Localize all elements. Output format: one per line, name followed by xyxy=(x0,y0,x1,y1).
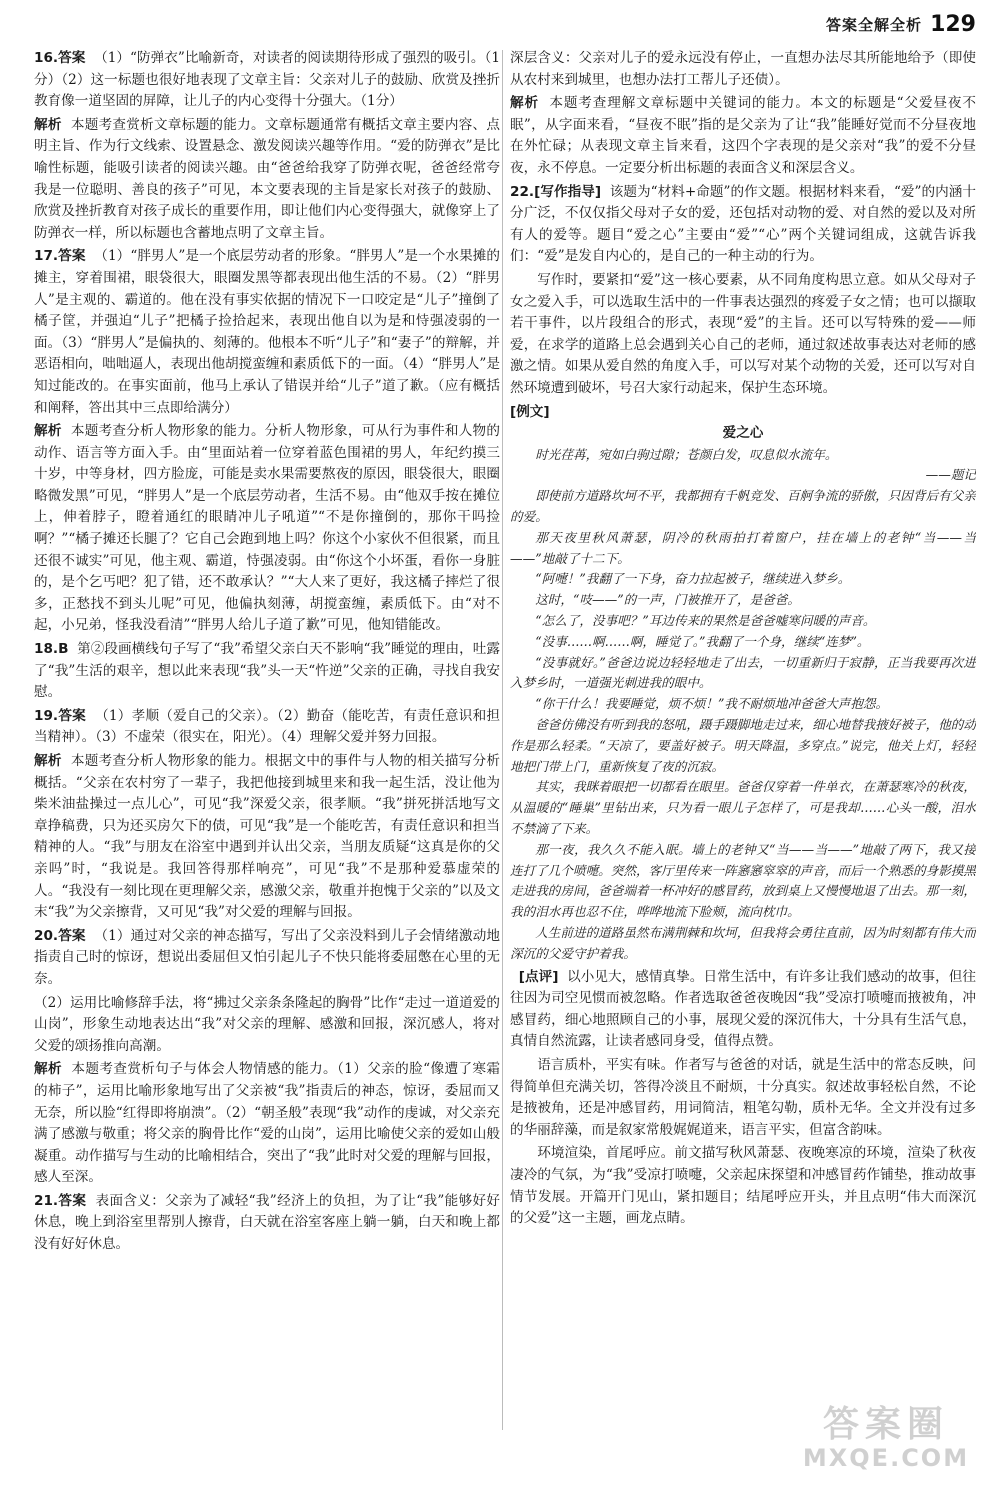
block-tag: 答案 xyxy=(58,1192,87,1209)
right-block-3 xyxy=(510,270,976,400)
essay-epigraph: 时光荏苒，宛如白驹过隙；苍颜白发，叹息似水流年。 xyxy=(535,446,838,462)
review-text: 以小见大，感情真挚。日常生活中，有许多让我们感动的故事，但往往因为司空见惯而被忽略。作者选取爸爸夜晚因“我”受凉打喷嚏而掖被角，冲感冒药，细心地照顾自己的小事，展现父爱的深沉伟大，十分具有生活气息，真情自然流露，让读者感同身受，值得点赞。 xyxy=(510,968,976,1050)
example-essay xyxy=(510,402,976,965)
question-number: 17. xyxy=(34,248,59,265)
left-column xyxy=(34,48,500,1438)
block-text: 第②段画横线句子写了“我”希望父亲白天不影响“我”睡觉的理由，吐露了“我”生活的艰辛，想以此来表现“我”头一天“忤逆”父亲的正确，寻找自我安慰。 xyxy=(34,641,500,701)
block-tag: 答案 xyxy=(58,248,86,265)
block-tag: [写作指导] xyxy=(534,183,602,200)
block-tag: B xyxy=(58,641,69,658)
essay-paragraph: “没事就好。”爸爸边说边轻轻地走了出去，一切重新归于寂静，正当我要再次进入梦乡时，一道强光刺进我的眼中。 xyxy=(510,654,976,691)
essay-paragraph: 人生前进的道路虽然布满荆棘和坎坷，但我将会勇往直前，因为时刻都有伟大而深沉的父爱守护着我。 xyxy=(510,925,976,961)
review-block-1 xyxy=(510,1055,976,1141)
essay-paragraph: 爸爸仿佛没有听到我的怒吼，蹑手蹑脚地走过来，细心地替我掖好被子，他的动作是那么轻柔。“天凉了，要盖好被子。明天降温，多穿点。”说完，他关上灯，轻轻地把门带上门，重新恢复了夜的沉寂。 xyxy=(510,717,976,774)
right-block-0 xyxy=(510,48,976,91)
left-block-3 xyxy=(34,421,500,637)
left-block-0 xyxy=(34,48,500,113)
left-block-7 xyxy=(34,926,500,991)
right-block-2 xyxy=(510,182,976,268)
left-block-2 xyxy=(34,246,500,419)
essay-epigraph-sign: ——题记 xyxy=(925,467,976,483)
block-tag: 解析 xyxy=(34,116,62,133)
essay-paragraph: “怎么了，没事吧？”耳边传来的果然是爸爸嘘寒问暖的声音。 xyxy=(535,613,876,629)
block-tag: 解析 xyxy=(34,423,62,440)
question-number: 16. xyxy=(34,50,59,66)
block-text: 写作时，要紧扣“爱”这一核心要素，从不同角度构思立意。如从父母对子女之爱入手，可以选取生活中的一件事表达强烈的疼爱子女之情；也可以撷取若干事件，以片段组合的形式，表现“爱”的主旨。还可以写特殊的爱——师爱，在求学的道路上总会遇到关心自己的老师，通过叙述故事表达对老师的感激之情。如果从爱自然的角度入手，可以写对某个动物的关爱，还可以写对自然环境遭到破坏，号召大家行动起来，保护生态环境。 xyxy=(510,271,976,396)
block-tag: 答案 xyxy=(58,927,86,944)
block-tag: 答案 xyxy=(58,707,86,724)
essay-paragraph: “没事……啊……啊，睡觉了。”我翻了一个身，继续“连梦”。 xyxy=(535,633,870,649)
block-text: 表面含义：父亲为了减轻“我”经济上的负担，为了让“我”能够好好休息，晚上到浴室里帮别人擦背，白天就在浴室客座上躺一躺，白天和晚上都没有好好休息。 xyxy=(34,1192,500,1253)
block-text: （1）通过对父亲的神态描写，写出了父亲没料到儿子会情绪激动地指责自己时的惊讶，想说出委屈但又怕引起儿子不快只能将委屈憋在心里的无奈。 xyxy=(34,927,500,987)
watermark-line-2: MXQE.COM xyxy=(802,1444,970,1472)
watermark-line-1: 答案圈 xyxy=(822,1404,949,1445)
block-text: （1）孝顺（爱自己的父亲）。（2）勤奋（能吃苦，有责任意识和担当精神）。（3）不虚荣（很实在，阳光）。（4）理解父爱并努力回报。 xyxy=(34,707,500,746)
essay-paragraph: “你干什么！我要睡觉，烦不烦！”我不耐烦地冲爸爸大声抱怨。 xyxy=(535,696,889,712)
block-tag: 解析 xyxy=(34,1061,62,1078)
block-tag: 解析 xyxy=(34,753,62,769)
left-block-1 xyxy=(34,115,500,245)
review-text: 语言质朴，平实有味。作者写与爸爸的对话，就是生活中的常态反映，问得简单但充满关切，答得冷淡且不耐烦，十分真实。叙述故事轻松自然，不论是掖被角，还是冲感冒药，用词简洁，粗笔勾勒，质朴无华。全文并没有过多的华丽辞藻，而是叙家常般娓娓道来，语言平实，但富含韵味。 xyxy=(510,1056,976,1138)
watermark-logo xyxy=(786,1405,986,1473)
example-label: [例文] xyxy=(510,403,550,420)
left-block-6 xyxy=(34,751,500,924)
review-block-0 xyxy=(510,967,976,1053)
header-title: 答案全解全析 xyxy=(826,15,923,34)
review-block-2 xyxy=(510,1143,976,1229)
block-text: （1）“胖男人”是一个底层劳动者的形象。“胖男人”是一个水果摊的摊主，穿着围裙，眼袋很大，眼圈发黑等都表现出他生活的不易。（2）“胖男人”是主观的、霸道的。他在没有事实依据的情况下一口咬定是“儿子”撞倒了橘子筐，并强迫“儿子”把橘子捡拾起来，表现出他自以为是和恃强凌弱的一面。（3）“胖男人”是偏执的、刻薄的。他根本不听“儿子”和“妻子”的辩解，并恶语相向，咄咄逼人，表现出他胡搅蛮缠和素质低下的一面。（4）“胖男人”是知过能改的。在事实面前，他马上承认了错误并给“儿子”道了歉。（应有概括和阐释，答出其中三点即给满分） xyxy=(34,248,500,416)
question-number: 22. xyxy=(510,183,535,200)
essay-paragraph: 那天夜里秋风萧瑟，阴冷的秋雨拍打着窗户，挂在墙上的老钟“当——当——”地敲了十二下。 xyxy=(510,529,976,566)
block-text: 本题考查理解文章标题中关键词的能力。本文的标题是“父爱昼夜不眠”，从字面来看，“昼夜不眠”指的是父亲为了让“我”能睡好觉而不分昼夜地在外忙碌；从表现文章主旨来看，这四个字表现的是父亲对“我”的爱不分昼夜，永不停息。一定要分析出标题的表面含义和深层含义。 xyxy=(510,95,976,176)
left-block-8 xyxy=(34,993,500,1058)
page-number: 129 xyxy=(930,11,976,37)
right-block-1 xyxy=(510,93,976,179)
essay-paragraph: “阿嚏！”我翻了一下身，奋力拉起被子，继续进入梦乡。 xyxy=(535,571,851,587)
left-block-9 xyxy=(34,1059,500,1189)
column-divider xyxy=(502,50,503,1430)
right-column xyxy=(510,48,976,1448)
essay-paragraph: 即使前方道路坎坷不平，我都拥有千帆竞发、百舸争流的骄傲，只因背后有父亲的爱。 xyxy=(510,488,976,525)
block-text: 深层含义：父亲对儿子的爱永远没有停止，一直想办法尽其所能地给予（即使从农村来到城里，也想办法打工帮儿子还债）。 xyxy=(510,50,976,88)
essay-paragraph: 那一夜，我久久不能入眠。墙上的老钟又“当——当——”地敲了两下，我又接连打了几个喷嚏。突然，客厅里传来一阵窸窸窣窣的声音，而后一个熟悉的身影摸黑走进我的房间，爸爸端着一杯冲好的感冒药，放到桌上又慢慢地退了出去。那一刻，我的泪水再也忍不住，哗哗地流下脸颊，流向枕巾。 xyxy=(510,841,976,920)
page-header xyxy=(826,6,976,42)
review-text: 环境渲染，首尾呼应。前文描写秋风萧瑟、夜晚寒凉的环境，渲染了秋夜凄冷的气氛，为“我”受凉打喷嚏，父亲起床探望和冲感冒药作铺垫，推动故事情节发展。开篇开门见山，紧扣题目；结尾呼应开头，并且点明“伟大而深沉的父爱”这一主题，画龙点睛。 xyxy=(510,1145,976,1227)
left-block-10 xyxy=(34,1191,500,1256)
question-number: 19. xyxy=(34,707,59,724)
block-text: （2）运用比喻修辞手法，将“拂过父亲条条隆起的胸骨”比作“走过一道道爱的山岗”，形象生动地表达出“我”对父亲的理解、感激和回报，深沉感人，将对父爱的颂扬推向高潮。 xyxy=(34,994,500,1054)
left-block-4 xyxy=(34,639,500,704)
essay-paragraph: 其实，我眯着眼把一切都看在眼里。爸爸仅穿着一件单衣，在萧瑟寒冷的秋夜，从温暖的“睡巢”里钻出来，只为看一眼儿子怎样了，可是我却……心头一酸，泪水不禁滴了下来。 xyxy=(510,779,976,837)
question-number: 21. xyxy=(34,1192,59,1209)
block-text: （1）“防弹衣”比喻新奇，对读者的阅读期待形成了强烈的吸引。（1分）（2）这一标题也很好地表现了文章主旨：父亲对儿子的鼓励、欣赏及挫折教育像一道坚固的屏障，让儿子的内心变得十分强大。（1分） xyxy=(34,50,500,110)
left-block-5 xyxy=(34,706,500,749)
block-text: 本题考查赏析句子与体会人物情感的能力。（1）父亲的脸“像遭了寒霜的柿子”，运用比喻形象地写出了父亲被“我”指责后的神态，惊讶，委屈而又无奈，所以脸“红得即将崩溃”。（2）“朝圣般”表现“我”动作的虔诚，对父亲充满了感激与敬重；将父亲的胸骨比作“爱的山岗”，运用比喻使父亲的爱如山般凝重。动作描写与生动的比喻相结合，突出了“我”此时对父爱的理解与回报，感人至深。 xyxy=(34,1061,500,1186)
block-text: 本题考查赏析文章标题的能力。文章标题通常有概括文章主要内容、点明主旨、作为行文线索、设置悬念、激发阅读兴趣等作用。“爱的防弹衣”是比喻性标题，能吸引读者的阅读兴趣。由“爸爸给我穿了防弹衣呢，爸爸经常夸我是一位聪明、善良的孩子”可见，本文要表现的主旨是家长对孩子的鼓励、欣赏及挫折教育对孩子成长的重要作用，即让他们内心变得强大，就像穿上了防弹衣一样，所以标题也含蓄地点明了文章主旨。 xyxy=(34,116,500,241)
block-text: 该题为“材料+命题”的作文题。根据材料来看，“爱”的内涵十分广泛，不仅仅指父母对子女的爱，还包括对动物的爱、对自然的爱以及对所有人的爱等。题目“爱之心”主要由“爱”“心”两个关键词组成，这就告诉我们：“爱”是发自内心的，是自己的一种主动的行为。 xyxy=(510,183,976,265)
essay-paragraph: 这时，“吱——”的一声，门被推开了，是爸爸。 xyxy=(535,592,800,608)
essay-title: 爱之心 xyxy=(722,425,764,442)
block-text: 本题考查分析人物形象的能力。分析人物形象，可从行为事件和人物的动作、语言等方面入手。由“里面站着一位穿着蓝色围裙的男人，年纪约摸三十岁，中等身材，四方脸庞，可能是卖水果需要熬夜的原因，眼袋很大，眼圈略微发黑”可见，“胖男人”是一个底层劳动者，生活不易。由“他双手按在摊位上，伸着脖子，瞪着通红的眼睛冲儿子吼道”“不是你撞倒的，那你干吗捡啊？”“橘子摊还长腿了？它自己会跑到地上吗？你这个小家伙不但很紧，而且还很不诚实”可见，他主观、霸道，恃强凌弱。由“你这个小坏蛋，看你一身脏的，是个乞丐吧？犯了错，还不敢承认？”“大人来了更好，我这橘子摔烂了很多，正愁找不到头儿呢”可见，他偏执刻薄，胡搅蛮缠，素质低下。由“对不起，小兄弟，怪我没看清”“胖男人给儿子道了歉”可见，他知错能改。 xyxy=(34,423,500,634)
block-tag: 解析 xyxy=(510,95,539,112)
question-number: 20. xyxy=(34,927,59,944)
question-number: 18. xyxy=(34,641,59,658)
block-tag: 答案 xyxy=(58,50,86,66)
essay-body xyxy=(510,445,976,965)
review-tag: [点评] xyxy=(518,968,559,985)
block-text: 本题考查分析人物形象的能力。根据文中的事件与人物的相关描写分析概括。“父亲在农村穷了一辈子，我把他接到城里来和我一起生活，没让他为柴米油盐操过一点儿心”，可见“我”深爱父亲，很孝顺。“我”拼死拼活地写文章挣稿费，只为还买房欠下的债，可见“我”是一个能吃苦，有责任意识和担当精神的人。“我”与朋友在浴室中遇到并认出父亲，当朋友质疑“这真是你的父亲吗”时，“我说是。我回答得那样响亮”，可见“我”不是那种爱慕虚荣的人。“我没有一刻比现在更理解父亲，感激父亲，敬重并抱愧于父亲的”以及文末“我”为父亲擦背，又可见“我”对父爱的理解与回报。 xyxy=(34,753,500,921)
